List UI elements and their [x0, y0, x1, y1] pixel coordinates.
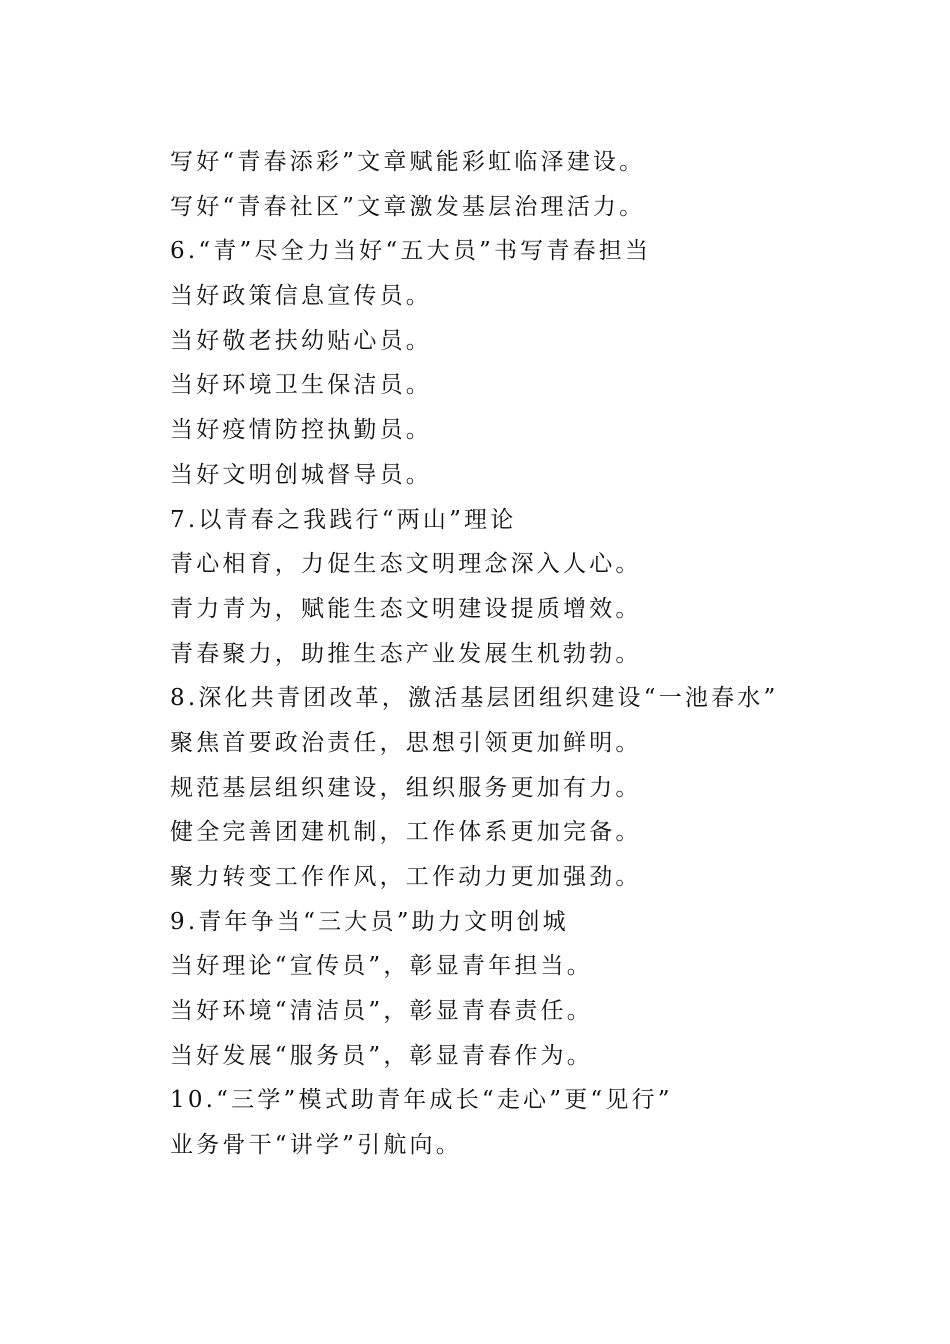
text-line: 当好文明创城督导员。 — [170, 461, 432, 488]
text-line: 当好理论“宣传员”，彰显青年担当。 — [170, 953, 593, 980]
text-line: 当好发展“服务员”，彰显青春作为。 — [170, 1042, 593, 1069]
text-line: 聚焦首要政治责任，思想引领更加鲜明。 — [170, 729, 642, 756]
text-line: 写好“青春社区”文章激发基层治理活力。 — [170, 193, 646, 220]
text-line: 青春聚力，助推生态产业发展生机勃勃。 — [170, 640, 642, 667]
text-line: 聚力转变工作作风，工作动力更加强劲。 — [170, 864, 642, 890]
document-body — [170, 140, 890, 1168]
text-line: 当好政策信息宣传员。 — [170, 283, 432, 310]
text-line: 青心相育，力促生态文明理念深入人心。 — [170, 551, 642, 578]
section-heading: 8.深化共青团改革，激活基层团组织建设“一池春水” — [170, 685, 779, 712]
text-line: 当好环境“清洁员”，彰显青春责任。 — [170, 998, 593, 1025]
section-heading: 9.青年争当“三大员”助力文明创城 — [170, 908, 569, 935]
text-line: 健全完善团建机制，工作体系更加完备。 — [170, 819, 642, 846]
text-line: 当好敬老扶幼贴心员。 — [170, 327, 432, 354]
text-line: 当好环境卫生保洁员。 — [170, 372, 432, 399]
section-heading: 10.“三学”模式助青年成长“走心”更“见行” — [170, 1087, 673, 1114]
text-line: 当好疫情防控执勤员。 — [170, 417, 432, 444]
section-heading: 6.“青”尽全力当好“五大员”书写青春担当 — [170, 238, 652, 265]
text-line: 业务骨干“讲学”引航向。 — [170, 1132, 462, 1159]
text-line: 规范基层组织建设，组织服务更加有力。 — [170, 774, 642, 801]
section-heading: 7.以青春之我践行“两山”理论 — [170, 506, 517, 533]
text-line: 写好“青春添彩”文章赋能彩虹临泽建设。 — [170, 149, 646, 175]
text-line: 青力青为，赋能生态文明建设提质增效。 — [170, 595, 642, 622]
